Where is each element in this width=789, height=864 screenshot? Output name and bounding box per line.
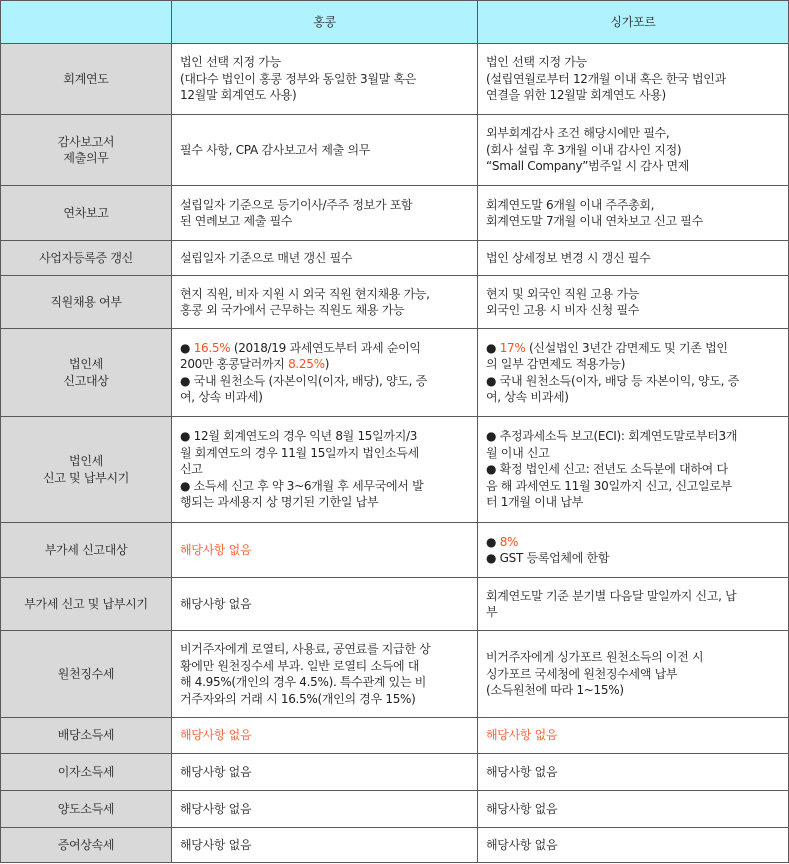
cell-line — [180, 801, 469, 818]
cell-line — [486, 286, 780, 303]
cell-line — [180, 691, 469, 708]
hongkong-cell — [172, 791, 478, 828]
cell-line — [486, 87, 780, 104]
hongkong-cell — [172, 241, 478, 276]
cell-line — [180, 250, 469, 267]
text-segment: 신고 및 납부시기 — [42, 470, 130, 485]
text-segment: 설립일자 기준으로 매년 갱신 필수 — [180, 250, 353, 265]
table-row — [1, 791, 789, 828]
text-segment: 부 — [486, 605, 498, 619]
text-segment: 연차보고 — [63, 205, 109, 220]
text-segment: 사업자등록증 갱신 — [39, 250, 133, 265]
cell-line — [9, 373, 163, 390]
cell-line — [180, 478, 469, 495]
cell-line — [486, 682, 780, 699]
singapore-cell — [478, 115, 789, 186]
hongkong-cell — [172, 631, 478, 718]
text-segment: 감사보고서 — [57, 134, 115, 149]
header-row — [1, 1, 789, 44]
text-segment: 필수 사항, CPA 감사보고서 제출 의무 — [180, 142, 371, 157]
text-segment: 이자소득세 — [57, 764, 115, 779]
text-segment: ● — [486, 340, 500, 355]
text-segment: (소득원천에 따라 1~15%) — [486, 683, 624, 698]
text-segment: 거주자와의 거래 시 16.5%(개인의 경우 15%) — [180, 691, 416, 706]
text-segment: (설립연월로부터 12개월 이내 혹은 한국 법인과 — [486, 71, 726, 86]
singapore-cell — [478, 578, 789, 631]
text-segment: 회계연도말 6개월 이내 주주총회, — [486, 197, 655, 212]
cell-line — [486, 428, 780, 445]
text-segment: 해당사항 없음 — [486, 801, 558, 816]
row-label — [1, 828, 172, 863]
hongkong-cell — [172, 276, 478, 329]
cell-line — [486, 373, 780, 390]
cell-line — [486, 71, 780, 88]
cell-line — [9, 71, 163, 88]
row-label — [1, 329, 172, 417]
text-segment: 연결을 위한 12월말 회계연도 사용) — [486, 88, 666, 103]
row-label — [1, 523, 172, 578]
singapore-cell — [478, 754, 789, 791]
singapore-cell — [478, 828, 789, 863]
cell-line — [180, 71, 469, 88]
text-segment: ● 확정 법인세 신고: 전년도 소득분에 대하여 다 — [486, 462, 728, 477]
text-segment: 비거주자에게 싱가포르 원천소득의 이전 시 — [486, 650, 704, 665]
text-segment: (2018/19 과세연도부터 과세 순이익 — [230, 340, 421, 355]
row-label — [1, 44, 172, 115]
row-label — [1, 115, 172, 186]
row-label — [1, 417, 172, 523]
text-segment: ● 12월 회계연도의 경우 익년 8월 15일까지/3 — [180, 429, 418, 444]
hongkong-cell — [172, 44, 478, 115]
cell-line — [486, 494, 780, 511]
text-segment: 법인 선택 지정 가능 — [180, 55, 281, 70]
cell-line — [486, 142, 780, 159]
cell-line — [486, 302, 780, 319]
text-segment: 해당사항 없음 — [180, 764, 252, 779]
cell-line — [9, 356, 163, 373]
cell-line — [486, 389, 780, 406]
cell-line — [180, 356, 469, 373]
cell-line — [9, 294, 163, 311]
cell-line — [9, 470, 163, 487]
singapore-cell — [478, 523, 789, 578]
row-label — [1, 578, 172, 631]
text-segment: ● — [486, 534, 500, 549]
cell-line — [486, 125, 780, 142]
text-segment: ) — [324, 357, 330, 371]
text-segment: 해당사항 없음 — [486, 764, 558, 779]
text-segment: 회계연도말 기준 분기별 다음달 말일까지 신고, 납 — [486, 588, 737, 603]
text-segment: 여, 상속 비과세) — [180, 390, 263, 404]
cell-line — [180, 389, 469, 406]
text-segment: (신설법인 3년간 감면제도 및 기존 법인 — [525, 340, 728, 355]
hongkong-cell — [172, 754, 478, 791]
text-segment: 해당사항 없음 — [180, 837, 252, 852]
table-row — [1, 329, 789, 417]
text-segment: 회계연도 — [63, 71, 109, 86]
cell-line — [9, 205, 163, 222]
text-segment: 원천징수세 — [57, 666, 115, 681]
hongkong-cell — [172, 718, 478, 754]
hongkong-cell — [172, 828, 478, 863]
text-segment: 여, 상속 비과세) — [486, 390, 569, 404]
cell-line — [180, 658, 469, 675]
highlight-text: 해당사항 없음 — [180, 542, 252, 557]
table-row — [1, 44, 789, 115]
row-label — [1, 791, 172, 828]
text-segment: 외국인 고용 시 비자 신청 필수 — [486, 303, 640, 317]
text-segment: (대다수 법인이 홍콩 정부와 동일한 3월말 혹은 — [180, 71, 417, 86]
cell-line — [486, 727, 780, 744]
row-label — [1, 241, 172, 276]
hongkong-cell — [172, 417, 478, 523]
row-label — [1, 276, 172, 329]
hongkong-cell — [172, 329, 478, 417]
text-segment: (회사 설립 후 3개월 이내 감사인 지정) — [486, 142, 682, 157]
text-segment: “Small Company”범주일 시 감사 면제 — [486, 159, 690, 174]
table-row — [1, 523, 789, 578]
header-singapore: 싱가포르 — [478, 1, 789, 44]
row-label — [1, 631, 172, 718]
cell-line — [180, 340, 469, 357]
cell-line — [180, 764, 469, 781]
cell-line — [180, 286, 469, 303]
table-row — [1, 631, 789, 718]
cell-line — [486, 213, 780, 230]
cell-line — [486, 54, 780, 71]
singapore-cell — [478, 44, 789, 115]
cell-line — [180, 302, 469, 319]
cell-line — [486, 649, 780, 666]
row-label — [1, 754, 172, 791]
text-segment: 해당사항 없음 — [180, 596, 252, 611]
text-segment: 직원채용 여부 — [50, 294, 122, 309]
singapore-cell — [478, 417, 789, 523]
hongkong-cell — [172, 578, 478, 631]
table-row — [1, 718, 789, 754]
text-segment: 해당사항 없음 — [180, 801, 252, 816]
text-segment: 된 연례보고 제출 필수 — [180, 214, 293, 228]
singapore-cell — [478, 276, 789, 329]
text-segment: 해 4.95%(개인의 경우 4.5%). 특수관계 있는 비 — [180, 675, 427, 689]
cell-line — [486, 197, 780, 214]
highlight-text: 8% — [499, 534, 519, 549]
hongkong-cell — [172, 523, 478, 578]
cell-line — [486, 461, 780, 478]
hongkong-cell — [172, 115, 478, 186]
cell-line — [486, 478, 780, 495]
cell-line — [180, 596, 469, 613]
cell-line — [180, 428, 469, 445]
cell-line — [486, 550, 780, 567]
cell-line — [9, 250, 163, 267]
text-segment: ● GST 등록업체에 한함 — [486, 551, 610, 565]
text-segment: 행되는 과세용지 상 명기된 기한일 납부 — [180, 495, 379, 510]
cell-line — [486, 604, 780, 621]
text-segment: 터 1개월 이내 납부 — [486, 495, 583, 510]
singapore-cell — [478, 718, 789, 754]
cell-line — [180, 445, 469, 462]
cell-line — [486, 764, 780, 781]
text-segment: 증여상속세 — [57, 837, 115, 852]
hongkong-cell — [172, 186, 478, 241]
cell-line — [180, 142, 469, 159]
cell-line — [486, 340, 780, 357]
highlight-text: 16.5% — [193, 340, 231, 355]
highlight-text: 8.25% — [288, 357, 325, 371]
text-segment: ● 소득세 신고 후 약 3~6개월 후 세무국에서 발 — [180, 478, 424, 493]
text-segment: 법인세 — [69, 454, 103, 468]
cell-line — [180, 213, 469, 230]
highlight-text: 17% — [499, 340, 526, 355]
text-segment: 현지 및 외국인 직원 고용 가능 — [486, 286, 640, 301]
table-row — [1, 115, 789, 186]
cell-line — [486, 666, 780, 683]
cell-line — [486, 534, 780, 551]
singapore-cell — [478, 631, 789, 718]
text-segment: 12월말 회계연도 사용) — [180, 88, 297, 103]
text-segment: 홍콩 외 국가에서 근무하는 직원도 채용 가능 — [180, 303, 405, 317]
text-segment: 싱가포르 국세청에 원천징수세액 납부 — [486, 666, 678, 681]
cell-line — [180, 494, 469, 511]
text-segment: ● 국내 원천소득 (자본이익(이자, 배당), 양도, 증 — [180, 373, 427, 388]
cell-line — [180, 837, 469, 854]
cell-line — [486, 158, 780, 175]
table-row — [1, 754, 789, 791]
cell-line — [180, 373, 469, 390]
text-segment: 비거주자에게 로열티, 사용료, 공연료를 지급한 상 — [180, 642, 431, 656]
cell-line — [9, 453, 163, 470]
table-body — [1, 44, 789, 863]
text-segment: 외부회계감사 조건 해당시에만 필수, — [486, 126, 670, 141]
text-segment: 황에만 원천징수세 부과. 일반 로열티 소득에 대 — [180, 658, 420, 673]
table-row — [1, 578, 789, 631]
text-segment: 배당소득세 — [57, 728, 115, 743]
table-row — [1, 828, 789, 863]
text-segment: 제출의무 — [63, 151, 109, 165]
cell-line — [486, 837, 780, 854]
cell-line — [9, 801, 163, 818]
text-segment: 월 회계연도의 경우 11월 15일까지 법인소득세 — [180, 445, 419, 460]
text-segment: ● 국내 원천소득(이자, 배당 등 자본이익, 양도, 증 — [486, 373, 739, 388]
cell-line — [9, 837, 163, 854]
highlight-text: 해당사항 없음 — [486, 728, 558, 743]
text-segment: 회계연도말 7개월 이내 연차보고 신고 필수 — [486, 214, 703, 228]
cell-line — [180, 727, 469, 744]
text-segment: ● 추정과세소득 보고(ECI): 회계연도말로부터3개 — [486, 429, 738, 444]
header-hongkong: 홍콩 — [172, 1, 478, 44]
singapore-cell — [478, 791, 789, 828]
cell-line — [9, 542, 163, 559]
cell-line — [486, 250, 780, 267]
singapore-cell — [478, 186, 789, 241]
cell-line — [180, 461, 469, 478]
cell-line — [9, 727, 163, 744]
row-label — [1, 186, 172, 241]
text-segment: 법인 선택 지정 가능 — [486, 55, 587, 70]
text-segment: 의 일부 감면제도 적용가능) — [486, 357, 626, 371]
cell-line — [486, 356, 780, 373]
singapore-cell — [478, 241, 789, 276]
highlight-text: 해당사항 없음 — [180, 728, 252, 743]
cell-line — [9, 666, 163, 683]
text-segment: 부가세 신고대상 — [44, 542, 128, 557]
text-segment: ● — [180, 340, 194, 355]
text-segment: 부가세 신고 및 납부시기 — [24, 596, 148, 611]
table-row — [1, 276, 789, 329]
table-row — [1, 186, 789, 241]
singapore-cell — [478, 329, 789, 417]
cell-line — [486, 588, 780, 605]
text-segment: 법인세 — [69, 357, 103, 371]
cell-line — [9, 150, 163, 167]
cell-line — [180, 641, 469, 658]
cell-line — [486, 445, 780, 462]
cell-line — [486, 801, 780, 818]
text-segment: 신고대상 — [63, 373, 109, 388]
cell-line — [180, 197, 469, 214]
cell-line — [180, 87, 469, 104]
cell-line — [180, 674, 469, 691]
text-segment: 양도소득세 — [57, 801, 115, 816]
table-row — [1, 241, 789, 276]
text-segment: 음 해 과세연도 11월 30일까지 신고, 신고일로부 — [486, 478, 732, 493]
text-segment: 신고 — [180, 462, 203, 477]
cell-line — [180, 54, 469, 71]
text-segment: 법인 상세정보 변경 시 갱신 필수 — [486, 250, 651, 265]
cell-line — [9, 764, 163, 781]
cell-line — [180, 542, 469, 559]
text-segment: 해당사항 없음 — [486, 837, 558, 852]
header-corner — [1, 1, 172, 44]
text-segment: 200만 홍콩달러까지 — [180, 357, 289, 371]
text-segment: 현지 직원, 비자 지원 시 외국 직원 현지채용 가능, — [180, 286, 430, 301]
row-label — [1, 718, 172, 754]
table-row — [1, 417, 789, 523]
cell-line — [9, 596, 163, 613]
text-segment: 설립일자 기준으로 등기이사/주주 정보가 포함 — [180, 197, 413, 212]
cell-line — [9, 134, 163, 151]
text-segment: 월 이내 신고 — [486, 445, 550, 460]
